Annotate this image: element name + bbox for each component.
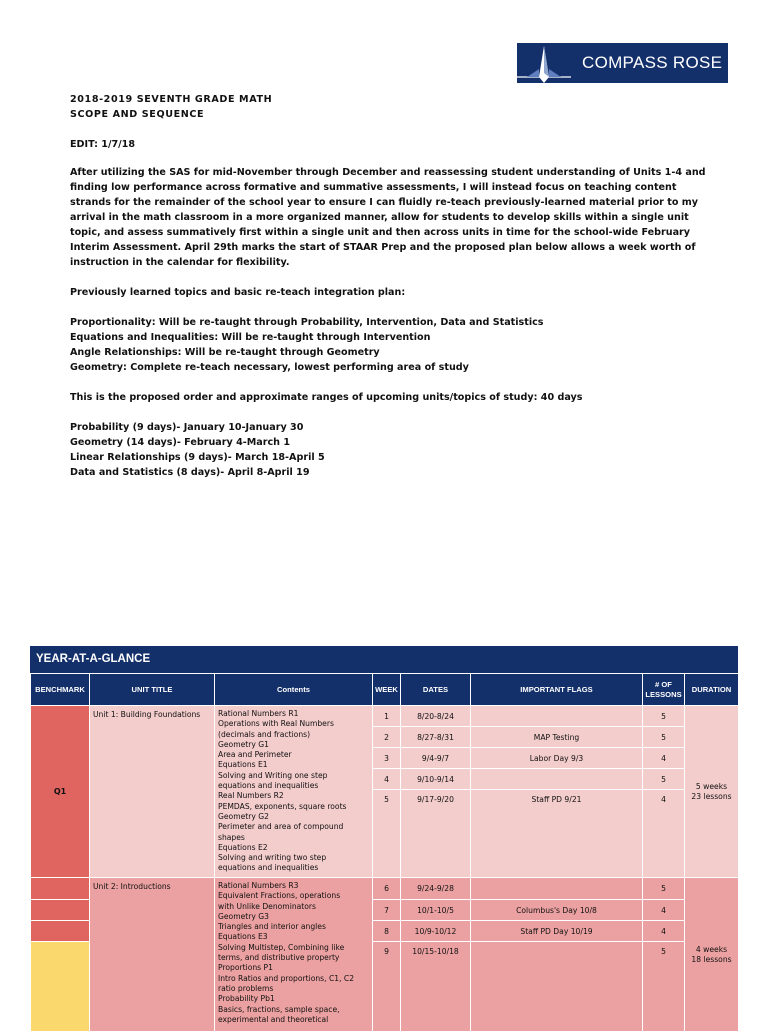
flag-cell: [471, 706, 643, 727]
col-unit-title: UNIT TITLE: [90, 674, 215, 706]
lessons-cell: 5: [643, 942, 685, 1032]
order-item: Linear Relationships (9 days)- March 18-April 5: [70, 452, 325, 463]
yag-table: [30, 673, 739, 1032]
edit-date: EDIT: 1/7/18: [70, 139, 135, 150]
flag-cell: MAP Testing: [471, 727, 643, 748]
benchmark-q1-cont: [31, 900, 90, 921]
benchmark-q1: Q1: [31, 706, 90, 878]
dates-cell: 10/15-10/18: [401, 942, 471, 1032]
dates-cell: 9/10-9/14: [401, 769, 471, 790]
week-cell: 8: [373, 921, 401, 942]
header-row: [31, 674, 739, 706]
lessons-cell: 4: [643, 900, 685, 921]
compass-rose-icon: [517, 43, 571, 83]
plan-item: Proportionality: Will be re-taught through Probability, Intervention, Data and Statistics: [70, 317, 544, 328]
unit-title: Unit 2: Introductions: [90, 878, 215, 1032]
col-duration: DURATION: [685, 674, 739, 706]
order-item: Data and Statistics (8 days)- April 8-April 19: [70, 467, 310, 478]
table-row: [31, 878, 739, 900]
plan-item: Equations and Inequalities: Will be re-taught through Intervention: [70, 332, 431, 343]
benchmark-q1-cont: [31, 878, 90, 900]
table-row: [31, 706, 739, 727]
week-cell: 1: [373, 706, 401, 727]
logo-text: COMPASS ROSE: [582, 53, 723, 72]
lessons-cell: 5: [643, 769, 685, 790]
year-at-a-glance: [30, 646, 738, 1032]
col-week: WEEK: [373, 674, 401, 706]
lessons-cell: 4: [643, 748, 685, 769]
plan-heading: Previously learned topics and basic re-teach integration plan:: [70, 287, 406, 298]
flag-cell: [471, 878, 643, 900]
lessons-cell: 5: [643, 878, 685, 900]
col-important-flags: IMPORTANT FLAGS: [471, 674, 643, 706]
plan-item: Geometry: Complete re-teach necessary, lowest performing area of study: [70, 362, 469, 373]
lessons-cell: 5: [643, 706, 685, 727]
benchmark-q2: [31, 942, 90, 1032]
flag-cell: Columbus's Day 10/8: [471, 900, 643, 921]
week-cell: 5: [373, 790, 401, 878]
week-cell: 6: [373, 878, 401, 900]
dates-cell: 10/9-10/12: [401, 921, 471, 942]
order-heading: This is the proposed order and approximate ranges of upcoming units/topics of study: 40 days: [70, 392, 583, 403]
dates-cell: 10/1-10/5: [401, 900, 471, 921]
dates-cell: 9/4-9/7: [401, 748, 471, 769]
yag-title: YEAR-AT-A-GLANCE: [30, 646, 738, 673]
col-dates: DATES: [401, 674, 471, 706]
week-cell: 9: [373, 942, 401, 1032]
lessons-cell: 4: [643, 921, 685, 942]
col-benchmark: BENCHMARK: [31, 674, 90, 706]
document-body: [70, 92, 710, 480]
col-contents: Contents: [215, 674, 373, 706]
duration-cell: 5 weeks 23 lessons: [685, 706, 739, 878]
order-item: Probability (9 days)- January 10-January 30: [70, 422, 304, 433]
dates-cell: 8/20-8/24: [401, 706, 471, 727]
doc-title-line2: SCOPE AND SEQUENCE: [70, 109, 205, 120]
week-cell: 3: [373, 748, 401, 769]
dates-cell: 8/27-8/31: [401, 727, 471, 748]
dates-cell: 9/24-9/28: [401, 878, 471, 900]
lessons-cell: 4: [643, 790, 685, 878]
flag-cell: [471, 769, 643, 790]
col-lessons: # OF LESSONS: [643, 674, 685, 706]
plan-item: Angle Relationships: Will be re-taught through Geometry: [70, 347, 380, 358]
flag-cell: Staff PD Day 10/19: [471, 921, 643, 942]
lessons-cell: 5: [643, 727, 685, 748]
flag-cell: [471, 942, 643, 1032]
doc-title-line1: 2018-2019 SEVENTH GRADE MATH: [70, 94, 273, 105]
intro-paragraph: After utilizing the SAS for mid-November through December and reassessing student understanding of Units 1-4 and finding low performance across formative and summative assessments, I will instead focus on teaching content strands for the remainder of the school year to ensure I can fluidly re-teach previously-learned material prior to my arrival in the math classroom in a more organized manner, allow for students to develop skills within a single unit topic, and assess summatively first within a single unit and then across units in time for the school-wide February Interim Assessment. April 29th marks the start of STAAR Prep and the proposed plan below allows a week worth of instruction in the calendar for flexibility.: [70, 167, 706, 268]
unit-contents: Rational Numbers R3 Equivalent Fractions, operations with Unlike Denominators Geometry G3 Triangles and interior angles Equations E3 Solving Multistep, Combining like terms, and distributive property Proportions P1 Intro Ratios and proportions, C1, C2 ratio problems Probability Pb1 Basics, fractions, sample space, experimental and theoretical: [215, 878, 373, 1032]
dates-cell: 9/17-9/20: [401, 790, 471, 878]
unit-title: Unit 1: Building Foundations: [90, 706, 215, 878]
week-cell: 4: [373, 769, 401, 790]
flag-cell: Labor Day 9/3: [471, 748, 643, 769]
benchmark-q1-cont: [31, 921, 90, 942]
unit-contents: Rational Numbers R1 Operations with Real Numbers (decimals and fractions) Geometry G1 Area and Perimeter Equations E1 Solving and Writing one step equations and inequalities Real Numbers R2 PEMDAS, exponents, square roots Geometry G2 Perimeter and area of compound shapes Equations E2 Solving and writing two step equations and inequalities: [215, 706, 373, 878]
compass-rose-logo: [517, 43, 728, 83]
week-cell: 2: [373, 727, 401, 748]
week-cell: 7: [373, 900, 401, 921]
duration-cell: 4 weeks 18 lessons: [685, 878, 739, 1032]
flag-cell: Staff PD 9/21: [471, 790, 643, 878]
order-item: Geometry (14 days)- February 4-March 1: [70, 437, 291, 448]
